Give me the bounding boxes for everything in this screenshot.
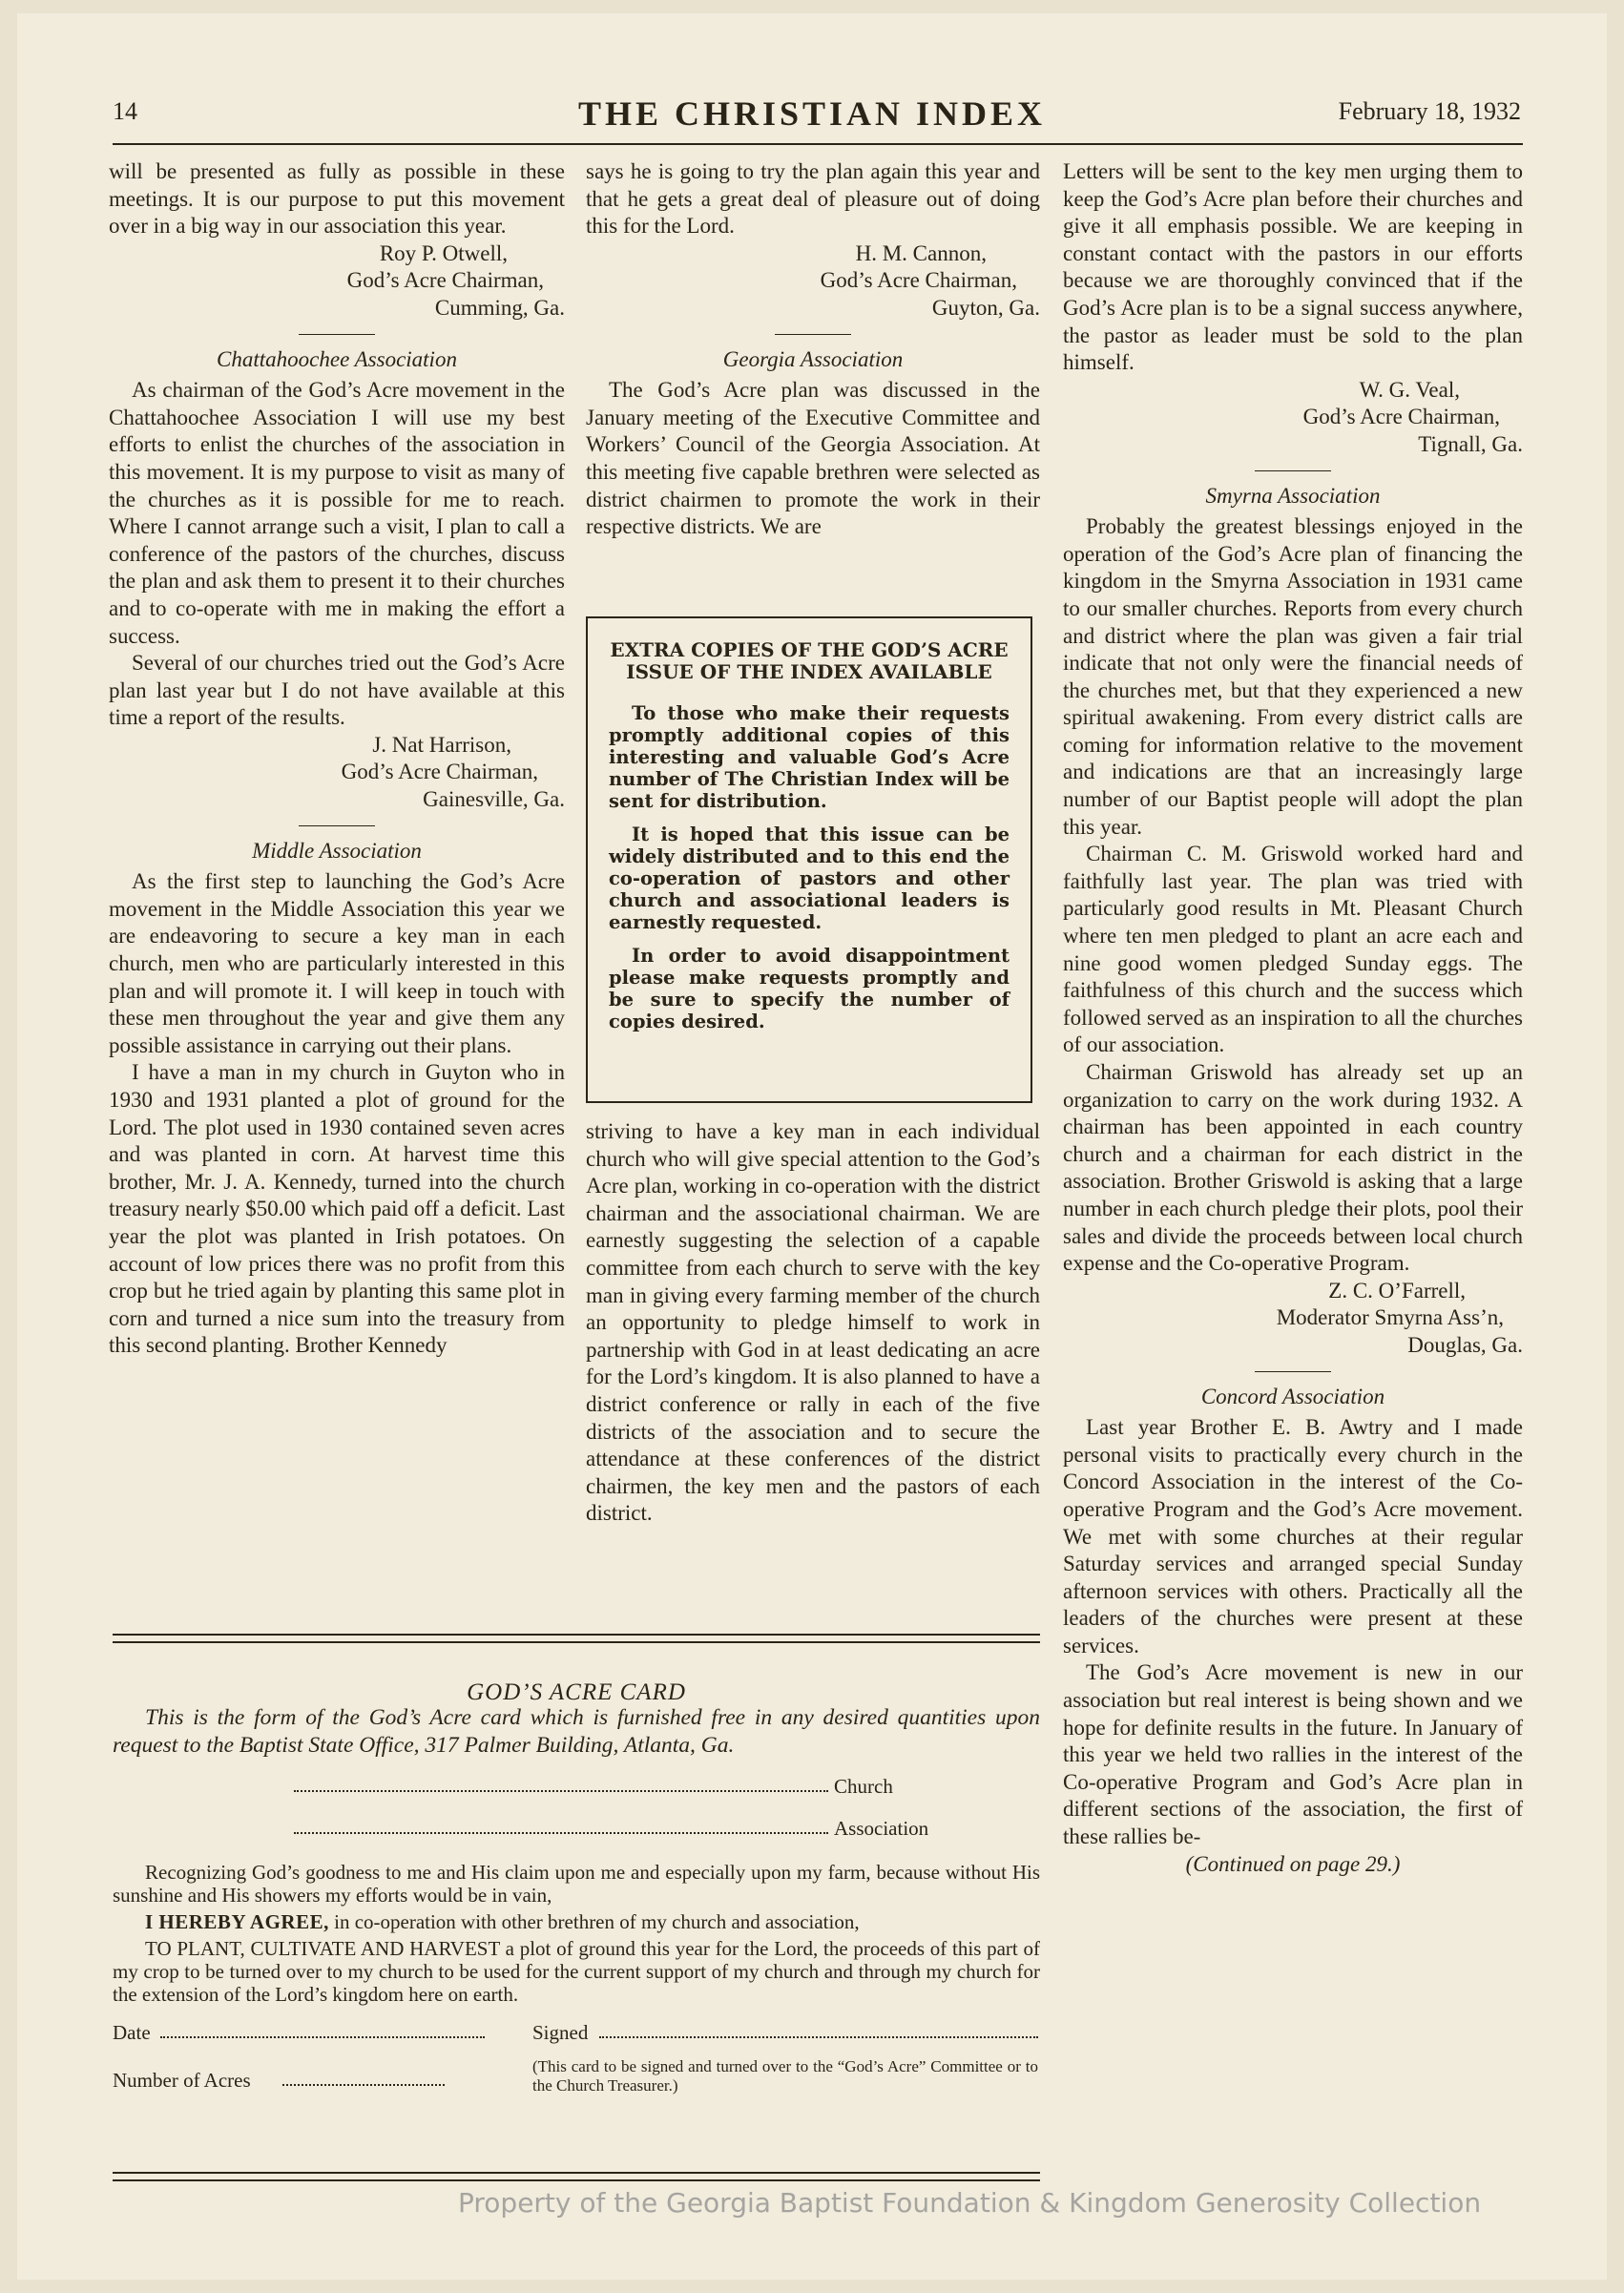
- association-blank: [294, 1832, 828, 1834]
- signature-otwell: Roy P. Otwell, God’s Acre Chairman, Cumming, Ga.: [346, 240, 565, 320]
- section-divider: [299, 825, 375, 826]
- article-text: Several of our churches tried out the God’s Acre plan last year but I do not have available at this time a report of the results.: [109, 651, 565, 730]
- publication-title: THE CHRISTIAN INDEX: [577, 94, 1047, 133]
- signed-note: (This card to be signed and turned over to the “God’s Acre” Committee or to the Church Treasurer.): [532, 2057, 1038, 2095]
- signature-harrison: J. Nat Harrison, God’s Acre Chairman, Gainesville, Ga.: [341, 732, 565, 812]
- article-text: The God’s Acre movement is new in our association but real interest is being shown and we hope for definite results in the future. In January of this year we held two rallies in the interest of the Co-operative Program and God’s Acre plan in different sections of the association, the first of these rallies be-: [1063, 1660, 1523, 1849]
- card-title: GOD’S ACRE CARD: [467, 1679, 686, 1705]
- watermark-text: Property of the Georgia Baptist Foundation & Kingdom Generosity Collection: [458, 2187, 1482, 2219]
- section-divider: [1255, 1371, 1331, 1372]
- column-2: [586, 158, 1040, 541]
- signed-blank: [599, 2036, 1038, 2038]
- notice-text: In order to avoid disappointment please make requests promptly and be sure to specify the number of copies desired.: [609, 945, 1010, 1032]
- acres-line: Number of Acres (This card to be signed and turned over to the “God’s Acre” Committee or to the Church Treasurer.): [113, 2057, 1038, 2095]
- card-plant: TO PLANT, CULTIVATE AND HARVEST a plot of ground this year for the Lord, the proceeds of this part of my crop to be turned over to my church to be used for the current support of my church and through my church for the extension of the Lord’s kingdom here on earth.: [113, 1937, 1040, 2006]
- extra-copies-notice: [586, 616, 1032, 1103]
- continued-note: (Continued on page 29.): [1185, 1851, 1401, 1876]
- article-text: Chairman Griswold has already set up an organization to carry on the work during 1932. A chairman has been appointed in each country church and a chairman for each district in the association. Brother Griswold is asking that a large number in each church pledge their plots, pool their sales and divide the proceeds between local church expense and the Co-operative Program.: [1063, 1060, 1523, 1276]
- section-divider: [1255, 470, 1331, 471]
- column-3: [1063, 158, 1523, 1878]
- section-heading-smyrna: Smyrna Association: [1205, 483, 1381, 508]
- acres-blank: [282, 2084, 445, 2086]
- article-text: Chairman C. M. Griswold worked hard and faithfully last year. The plan was tried with particularly good results in Mt. Pleasant Church where ten men pledged to plant an acre each and nine good women pledged Sunday eggs. The faithfulness of this church and the success which followed served as an inspiration to all the churches of our association.: [1063, 842, 1523, 1057]
- section-divider: [775, 334, 851, 335]
- section-heading-chattahoochee: Chattahoochee Association: [217, 346, 457, 371]
- date-signed-line: Date Signed: [113, 2015, 1040, 2057]
- church-blank: [294, 1790, 828, 1792]
- column-1: [109, 158, 565, 1360]
- signature-veal: W. G. Veal, God’s Acre Chairman, Tignall, Ga.: [1302, 377, 1523, 456]
- signature-ofarrell: Z. C. O’Farrell, Moderator Smyrna Ass’n, Douglas, Ga.: [1276, 1278, 1523, 1357]
- article-text: says he is going to try the plan again this year and that he gets a great deal of pleasure out of doing this for the Lord.: [586, 159, 1040, 239]
- article-text: striving to have a key man in each individual church who will give special attention to the God’s Acre plan, working in co-operation with the district chairman and the associational chairman. We are earnestly suggesting the selection of a capable committee from each church to serve with the key man in giving every farming member of the church an opportunity to pledge himself to work in partnership with God in at least dedicating an acre for the Lord’s kingdom. It is also planned to have a district conference or rally in each of the five districts of the association and to secure the attendance at these conferences of the district chairmen, the key men and the pastors of each district.: [586, 1119, 1040, 1526]
- card-recognizing: Recognizing God’s goodness to me and His claim upon me and especially upon my farm, because without His sunshine and His showers my efforts would be in vain,: [113, 1861, 1040, 1907]
- notice-text: To those who make their requests promptly additional copies of this interesting and valuable God’s Acre number of The Christian Index will be sent for distribution.: [609, 702, 1010, 812]
- section-heading-middle: Middle Association: [252, 838, 422, 863]
- notice-heading: EXTRA COPIES OF THE GOD’S ACRE ISSUE OF THE INDEX AVAILABLE: [610, 638, 1009, 683]
- section-divider: [299, 334, 375, 335]
- issue-date: February 18, 1932: [1338, 97, 1521, 125]
- page-number: 14: [113, 97, 137, 125]
- card-agree: I HEREBY AGREE, in co-operation with other brethren of my church and association,: [145, 1910, 860, 1933]
- date-blank: [160, 2036, 485, 2038]
- newspaper-page: [17, 13, 1607, 2280]
- notice-text: It is hoped that this issue can be widely distributed and to this end the co-operation of pastors and other church and associational leaders is earnestly requested.: [609, 823, 1010, 933]
- header-rule: [113, 143, 1523, 145]
- card-top-rule: [113, 1634, 1040, 1643]
- article-text: As the first step to launching the God’s Acre movement in the Middle Association this year we are endeavoring to secure a key man in each church, men who are particularly interested in this plan and will promote it. I will keep in touch with these men throughout the year and give them any possible assistance in carrying out their plans.: [109, 869, 565, 1057]
- section-heading-georgia: Georgia Association: [722, 346, 904, 371]
- page-header: [17, 13, 1607, 147]
- article-text: As chairman of the God’s Acre movement in the Chattahoochee Association I will use my best efforts to enlist the churches of the association in this movement. It is my purpose to visit as many of the churches as it is possible for me to reach. Where I cannot arrange such a visit, I plan to call a conference of the pastors of the churches, discuss the plan and ask them to present it to their churches and to co-operate with me in making the effort a success.: [109, 378, 565, 648]
- article-text: will be presented as fully as possible in these meetings. It is our purpose to put this movement over in a big way in our association this year.: [109, 159, 565, 239]
- article-text: Last year Brother E. B. Awtry and I made personal visits to practically every church in the Concord Association in the interest of the Co-operative Program and the God’s Acre movement. We met with some churches at their regular Saturday services and arranged special Sunday afternoon services with others. Practically all the leaders of the churches were present at these services.: [1063, 1415, 1523, 1657]
- column-2-continued: [586, 1118, 1040, 1528]
- gods-acre-card: [113, 1664, 1040, 2168]
- church-line: Church: [113, 1769, 1040, 1811]
- article-text: The God’s Acre plan was discussed in the January meeting of the Executive Committee and Workers’ Council of the Georgia Association. At this meeting five capable brethren were selected as district chairmen to promote the work in their respective districts. We are: [586, 378, 1040, 539]
- signature-cannon: H. M. Cannon, God’s Acre Chairman, Guyton, Ga.: [820, 240, 1040, 320]
- card-bottom-rule: [113, 2172, 1040, 2181]
- article-text: Letters will be sent to the key men urging them to keep the God’s Acre plan before their churches and give it all emphasis possible. We are keeping in constant contact with the pastors in our efforts because we are thoroughly convinced that if the God’s Acre plan is to be a signal success anywhere, the pastor as leader must be sold to the plan himself.: [1063, 159, 1523, 375]
- card-intro: This is the form of the God’s Acre card which is furnished free in any desired quantities upon request to the Baptist State Office, 317 Palmer Building, Atlanta, Ga.: [113, 1705, 1040, 1758]
- section-heading-concord: Concord Association: [1200, 1384, 1385, 1408]
- article-text: I have a man in my church in Guyton who in 1930 and 1931 planted a plot of ground for the Lord. The plot used in 1930 contained seven acres and was planted in corn. At harvest time this brother, Mr. J. A. Kennedy, turned into the church treasury nearly $50.00 which paid off a deficit. Last year the plot was planted in Irish potatoes. On account of low prices there was no profit from this crop but he tried again by planting this same plot in corn and turned a nice sum into the treasury from this second planting. Brother Kennedy: [109, 1060, 565, 1358]
- article-text: Probably the greatest blessings enjoyed in the operation of the God’s Acre plan of financing the kingdom in the Smyrna Association in 1931 came to our smaller churches. Reports from every church and district where the plan was given a fair trial indicate that not only were the financial needs of the churches met, but that they experienced a new spiritual awakening. From every district calls are coming for information relative to the movement and indications are that an increasingly large number of our Baptist people will adopt the plan this year.: [1063, 514, 1523, 839]
- association-line: Association: [113, 1811, 1040, 1853]
